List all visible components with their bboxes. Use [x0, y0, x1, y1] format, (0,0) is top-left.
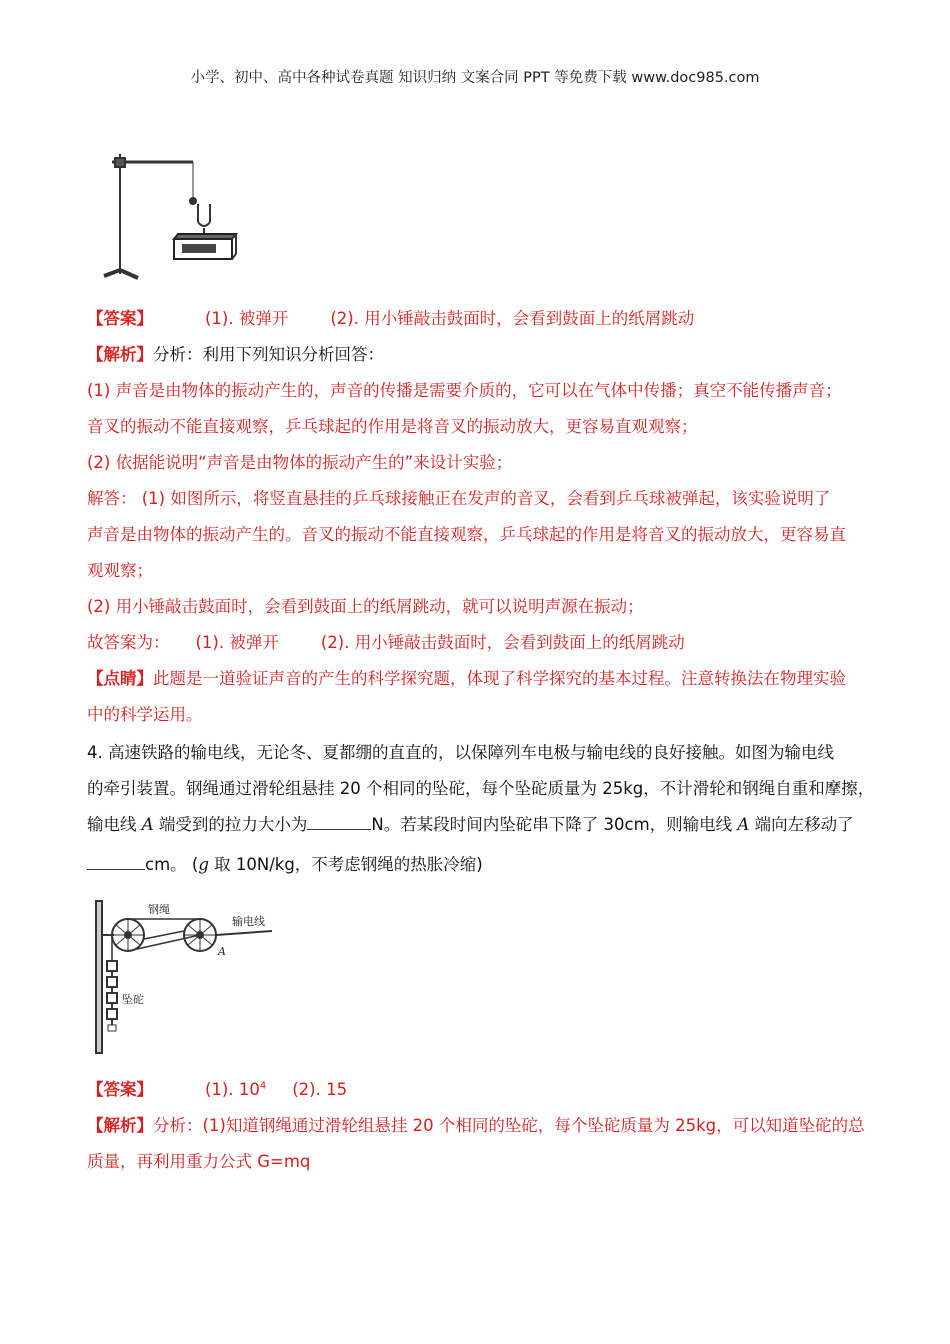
weight-block [107, 1009, 117, 1019]
q4-text: 取 10N/kg，不考虑钢绳的热胀冷缩) [208, 855, 483, 874]
answer1-part2: (2). 用小锤敲击鼓面时，会看到鼓面上的纸屑跳动 [330, 309, 695, 328]
weight-block [107, 993, 117, 1003]
q4-text: 端受到的拉力大小为 [153, 815, 308, 834]
var-g: g [198, 855, 209, 874]
answer1-line [87, 307, 867, 331]
question4-l4 [87, 853, 867, 877]
page-header: 小学、初中、高中各种试卷真题 知识归纳 文案合同 PPT 等免费下载 www.doc985.com [190, 70, 760, 86]
final-answer-line [87, 631, 867, 655]
tuning-fork-figure [98, 146, 248, 286]
comment-tag: 【点睛】 [87, 669, 153, 688]
label-a: A [218, 945, 226, 958]
q4-text: 端向左移动了 [749, 815, 854, 834]
comment1-l1 [87, 667, 867, 691]
answer2-part1: (1). 10 [205, 1080, 260, 1099]
comment1-l2: 中的科学运用。 [87, 705, 203, 724]
weight-block [107, 961, 117, 971]
analysis2-l2: 质量，再利用重力公式 G=mq [87, 1152, 311, 1171]
analysis-tag: 【解析】 [87, 1116, 153, 1135]
question4-l2: 的牵引装置。钢绳通过滑轮组悬挂 20 个相同的坠砣，每个坠砣质量为 25kg，不计滑轮和钢绳自重和摩擦， [87, 779, 875, 798]
analysis1-l2: 音叉的振动不能直接观察，乒乓球起的作用是将音叉的振动放大，更容易直观观察； [87, 417, 698, 436]
final-answer-part1: (1). 被弹开 [195, 633, 279, 652]
pole [96, 901, 102, 1053]
answer-tag: 【答案】 [87, 309, 153, 328]
analysis2-text: 分析：(1)知道钢绳通过滑轮组悬挂 20 个相同的坠砣，每个坠砣质量为 25kg，可以知道坠砣的总 [153, 1116, 865, 1135]
power-line [216, 931, 272, 935]
analysis1-l7: (2) 用小锤敲击鼓面时，会看到鼓面上的纸屑跳动，就可以说明声源在振动； [87, 597, 644, 616]
answer-blank-1[interactable] [307, 815, 371, 830]
comment1-text: 此题是一道验证声音的产生的科学探究题，体现了科学探究的基本过程。注意转换法在物理实验 [153, 669, 846, 688]
pulley-figure [92, 895, 282, 1060]
question4-l1: 4. 高速铁路的输电线，无论冬、夏都绷的直直的，以保障列车电极与输电线的良好接触。如图为输电线 [87, 743, 834, 762]
answer-tag: 【答案】 [87, 1080, 153, 1099]
tuning-fork [198, 204, 210, 226]
analysis1-l5: 声音是由物体的振动产生的。音叉的振动不能直接观察，乒乓球起的作用是将音叉的振动放大，更容易直 [87, 525, 846, 544]
var-a: A [737, 815, 750, 834]
label-weight: 坠砣 [122, 993, 144, 1006]
final-answer-part2: (2). 用小锤敲击鼓面时，会看到鼓面上的纸屑跳动 [320, 633, 685, 652]
weight-block [107, 977, 117, 987]
analysis1-intro-line [87, 343, 867, 367]
q4-text: 输电线 [87, 815, 142, 834]
label-rope: 钢绳 [148, 903, 170, 916]
analysis1-l1: (1) 声音是由物体的振动产生的，声音的传播是需要介质的，它可以在气体中传播；真空不能传播声音； [87, 381, 842, 400]
analysis-tag: 【解析】 [87, 345, 153, 364]
q4-text: N。若某段时间内坠砣串下降了 30cm，则输电线 [371, 815, 738, 834]
ping-pong-ball [190, 198, 196, 204]
final-answer-label: 故答案为： [87, 633, 170, 652]
answer2-exponent: 4 [259, 1080, 267, 1092]
question4-l3 [87, 813, 867, 837]
q4-text: cm。 ( [145, 855, 199, 874]
var-a: A [141, 815, 154, 834]
analysis1-l3: (2) 依据能说明“声音是由物体的振动产生的”来设计实验； [87, 453, 513, 472]
answer1-part1: (1). 被弹开 [205, 309, 289, 328]
answer-blank-2[interactable] [87, 855, 145, 870]
label-wire: 输电线 [232, 915, 265, 928]
analysis1-l6: 观观察； [87, 561, 153, 580]
answer2-line [87, 1078, 867, 1102]
analysis1-l4: 解答： (1) 如图所示，将竖直悬挂的乒乓球接触正在发声的音叉，会看到乒乓球被弹起，该实验说明了 [87, 489, 831, 508]
analysis1-intro: 分析：利用下列知识分析回答： [153, 345, 384, 364]
analysis2-l1 [87, 1114, 867, 1138]
answer2-part2: (2). 15 [292, 1080, 348, 1099]
